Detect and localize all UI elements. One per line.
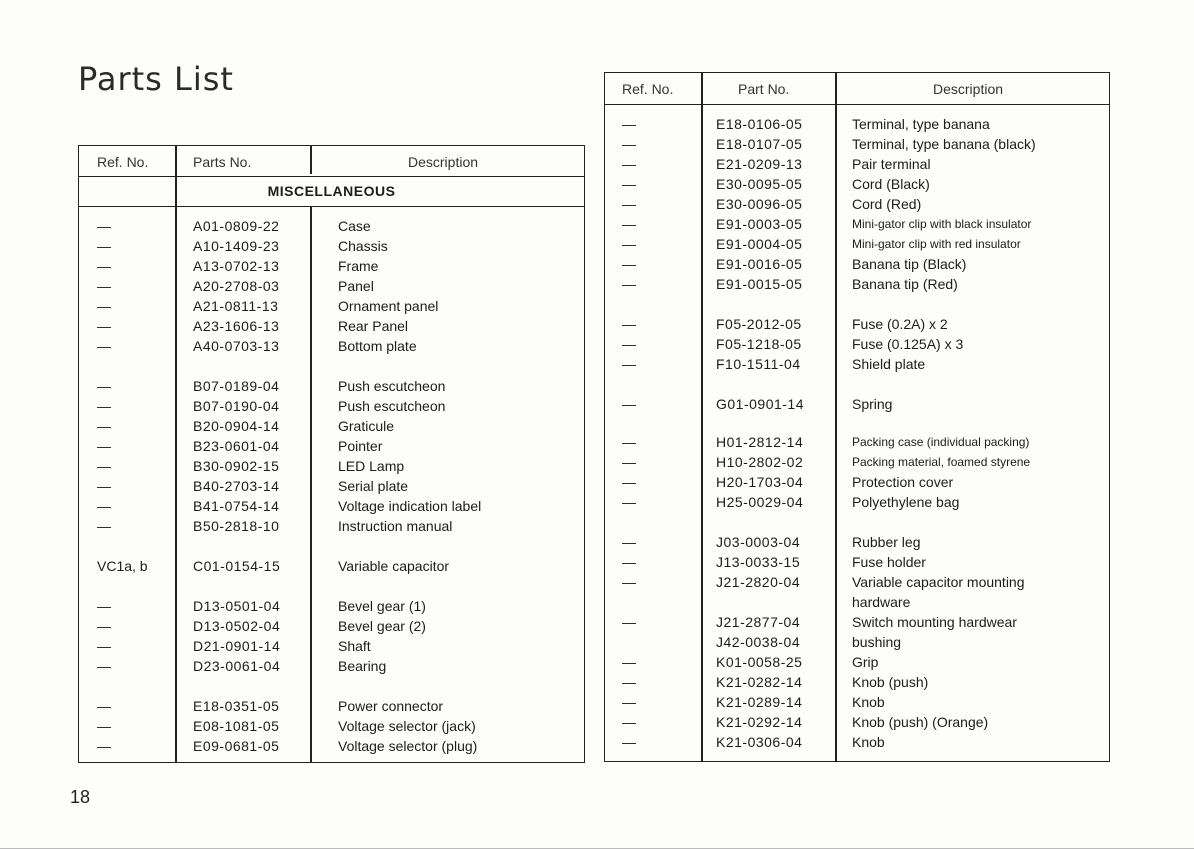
part-number-cell: D21-0901-14 bbox=[193, 638, 281, 654]
table-row bbox=[605, 592, 1109, 612]
part-number-cell: B23-0601-04 bbox=[193, 438, 280, 454]
description-cell: Fuse (0.2A) x 2 bbox=[852, 316, 948, 332]
description-cell: Push escutcheon bbox=[338, 398, 446, 414]
table-row bbox=[79, 396, 584, 416]
part-number-cell: K21-0289-14 bbox=[716, 694, 803, 710]
table-row bbox=[79, 256, 584, 276]
description-cell: Shield plate bbox=[852, 356, 926, 372]
ref-cell: — bbox=[622, 176, 636, 192]
column-divider bbox=[310, 146, 312, 174]
part-number-cell: A23-1606-13 bbox=[193, 318, 280, 334]
part-number-cell: H01-2812-14 bbox=[716, 434, 804, 450]
part-number-cell: H10-2802-02 bbox=[716, 454, 804, 470]
table-row bbox=[79, 476, 584, 496]
description-cell: Cord (Black) bbox=[852, 176, 930, 192]
table-row bbox=[605, 572, 1109, 592]
part-number-cell: B30-0902-15 bbox=[193, 458, 280, 474]
table-row bbox=[79, 656, 584, 676]
ref-cell: — bbox=[622, 454, 636, 470]
part-number-cell: G01-0901-14 bbox=[716, 396, 805, 412]
description-cell: Terminal, type banana (black) bbox=[852, 136, 1036, 152]
table-row bbox=[79, 456, 584, 476]
table-row bbox=[79, 716, 584, 736]
right-table-header bbox=[605, 73, 1109, 105]
ref-cell: — bbox=[97, 298, 111, 314]
part-number-cell: K21-0282-14 bbox=[716, 674, 803, 690]
table-row bbox=[605, 194, 1109, 214]
table-row bbox=[605, 234, 1109, 254]
ref-cell: — bbox=[97, 598, 111, 614]
page-title: Parts List bbox=[78, 60, 234, 98]
table-row bbox=[605, 174, 1109, 194]
ref-cell: — bbox=[622, 216, 636, 232]
table-row bbox=[79, 376, 584, 396]
ref-cell: — bbox=[97, 218, 111, 234]
ref-cell: — bbox=[622, 554, 636, 570]
part-number-cell: B40-2703-14 bbox=[193, 478, 280, 494]
part-number-cell: F10-1511-04 bbox=[716, 356, 801, 372]
part-number-cell: H20-1703-04 bbox=[716, 474, 804, 490]
description-cell: Power connector bbox=[338, 698, 444, 714]
ref-no-header: Ref. No. bbox=[97, 154, 149, 170]
description-cell: Voltage selector (jack) bbox=[338, 718, 476, 734]
part-number-cell: E30-0096-05 bbox=[716, 196, 803, 212]
description-cell: Knob (push) (Orange) bbox=[852, 714, 989, 730]
table-row bbox=[79, 736, 584, 756]
description-cell: Frame bbox=[338, 258, 379, 274]
ref-cell: — bbox=[97, 718, 111, 734]
ref-cell: — bbox=[622, 734, 636, 750]
description-cell: Banana tip (Red) bbox=[852, 276, 958, 292]
description-cell: Switch mounting hardwear bbox=[852, 614, 1017, 630]
page-number: 18 bbox=[70, 787, 91, 807]
description-cell: Knob bbox=[852, 694, 885, 710]
ref-cell: — bbox=[622, 256, 636, 272]
table-row bbox=[605, 114, 1109, 134]
table-row bbox=[79, 416, 584, 436]
ref-cell: — bbox=[622, 136, 636, 152]
description-cell: Banana tip (Black) bbox=[852, 256, 967, 272]
ref-cell: — bbox=[97, 458, 111, 474]
description-cell: Push escutcheon bbox=[338, 378, 446, 394]
ref-cell: — bbox=[622, 156, 636, 172]
table-row bbox=[605, 314, 1109, 334]
part-number-cell: K01-0058-25 bbox=[716, 654, 803, 670]
ref-cell: VC1a, b bbox=[97, 558, 148, 574]
ref-cell: — bbox=[97, 518, 111, 534]
ref-cell: — bbox=[622, 694, 636, 710]
description-cell: Terminal, type banana bbox=[852, 116, 990, 132]
table-row bbox=[605, 552, 1109, 572]
table-row bbox=[605, 254, 1109, 274]
table-row bbox=[605, 672, 1109, 692]
part-number-cell: C01-0154-15 bbox=[193, 558, 281, 574]
ref-cell: — bbox=[97, 498, 111, 514]
ref-no-header: Ref. No. bbox=[622, 81, 674, 97]
table-row bbox=[605, 354, 1109, 374]
table-row bbox=[79, 636, 584, 656]
part-number-cell: A01-0809-22 bbox=[193, 218, 280, 234]
part-number-cell: A20-2708-03 bbox=[193, 278, 280, 294]
description-cell: Polyethylene bag bbox=[852, 494, 960, 510]
description-cell: Shaft bbox=[338, 638, 371, 654]
table-row bbox=[605, 472, 1109, 492]
ref-cell: — bbox=[622, 434, 636, 450]
table-row bbox=[605, 492, 1109, 512]
ref-cell: — bbox=[97, 438, 111, 454]
description-cell: Pointer bbox=[338, 438, 383, 454]
table-row bbox=[79, 316, 584, 336]
ref-cell: — bbox=[622, 494, 636, 510]
table-row bbox=[605, 732, 1109, 752]
description-cell: Fuse (0.125A) x 3 bbox=[852, 336, 964, 352]
description-cell: Protection cover bbox=[852, 474, 954, 490]
ref-cell: — bbox=[622, 654, 636, 670]
table-row bbox=[605, 452, 1109, 472]
ref-cell: — bbox=[622, 196, 636, 212]
ref-cell: — bbox=[622, 674, 636, 690]
ref-cell: — bbox=[622, 534, 636, 550]
part-number-cell: B41-0754-14 bbox=[193, 498, 280, 514]
table-row bbox=[605, 432, 1109, 452]
part-number-cell: J03-0003-04 bbox=[716, 534, 801, 550]
description-cell: Bottom plate bbox=[338, 338, 417, 354]
description-cell: Bevel gear (2) bbox=[338, 618, 426, 634]
ref-cell: — bbox=[97, 478, 111, 494]
part-number-cell: F05-1218-05 bbox=[716, 336, 802, 352]
part-number-cell: B07-0190-04 bbox=[193, 398, 280, 414]
description-cell: Bearing bbox=[338, 658, 387, 674]
part-number-cell: E91-0016-05 bbox=[716, 256, 803, 272]
table-row bbox=[605, 692, 1109, 712]
description-header: Description bbox=[933, 81, 1004, 97]
table-row bbox=[605, 652, 1109, 672]
ref-cell: — bbox=[97, 238, 111, 254]
description-cell: Spring bbox=[852, 396, 893, 412]
description-cell: Variable capacitor mounting bbox=[852, 574, 1025, 590]
table-row bbox=[79, 276, 584, 296]
ref-cell: — bbox=[622, 116, 636, 132]
table-row bbox=[605, 612, 1109, 632]
table-row bbox=[79, 296, 584, 316]
description-cell: Knob (push) bbox=[852, 674, 929, 690]
description-cell: Cord (Red) bbox=[852, 196, 922, 212]
table-row bbox=[79, 516, 584, 536]
table-row bbox=[79, 216, 584, 236]
ref-cell: — bbox=[97, 278, 111, 294]
ref-cell: — bbox=[97, 318, 111, 334]
table-row bbox=[605, 394, 1109, 414]
part-number-cell: E09-0681-05 bbox=[193, 738, 280, 754]
part-number-cell: A10-1409-23 bbox=[193, 238, 280, 254]
description-cell: Chassis bbox=[338, 238, 388, 254]
description-cell: Serial plate bbox=[338, 478, 409, 494]
table-row bbox=[79, 496, 584, 516]
part-number-cell: B07-0189-04 bbox=[193, 378, 280, 394]
description-cell: Packing material, foamed styrene bbox=[852, 455, 1031, 469]
part-number-cell: E30-0095-05 bbox=[716, 176, 803, 192]
description-cell: Fuse holder bbox=[852, 554, 926, 570]
part-number-cell: D13-0501-04 bbox=[193, 598, 281, 614]
part-number-cell: E18-0107-05 bbox=[716, 136, 803, 152]
ref-cell: — bbox=[622, 714, 636, 730]
part-number-cell: B20-0904-14 bbox=[193, 418, 280, 434]
ref-cell: — bbox=[97, 698, 111, 714]
table-row bbox=[79, 556, 584, 576]
table-row bbox=[605, 334, 1109, 354]
description-cell: Ornament panel bbox=[338, 298, 439, 314]
part-number-cell: E18-0351-05 bbox=[193, 698, 280, 714]
part-number-cell: J13-0033-15 bbox=[716, 554, 801, 570]
part-number-cell: E08-1081-05 bbox=[193, 718, 280, 734]
part-number-cell: A21-0811-13 bbox=[193, 298, 279, 314]
part-number-cell: E91-0015-05 bbox=[716, 276, 803, 292]
ref-cell: — bbox=[97, 398, 111, 414]
description-cell: Case bbox=[338, 218, 371, 234]
table-row bbox=[79, 696, 584, 716]
part-number-cell: D23-0061-04 bbox=[193, 658, 281, 674]
ref-cell: — bbox=[97, 618, 111, 634]
description-cell: hardware bbox=[852, 594, 911, 610]
description-cell: bushing bbox=[852, 634, 902, 650]
part-no-header: Part No. bbox=[738, 81, 790, 97]
table-row bbox=[79, 336, 584, 356]
table-row bbox=[605, 134, 1109, 154]
description-cell: Variable capacitor bbox=[338, 558, 450, 574]
description-cell: Bevel gear (1) bbox=[338, 598, 426, 614]
ref-cell: — bbox=[97, 338, 111, 354]
description-cell: Rear Panel bbox=[338, 318, 409, 334]
table-row bbox=[605, 274, 1109, 294]
table-row bbox=[605, 532, 1109, 552]
description-cell: Knob bbox=[852, 734, 885, 750]
ref-cell: — bbox=[97, 738, 111, 754]
part-number-cell: E18-0106-05 bbox=[716, 116, 803, 132]
description-cell: Rubber leg bbox=[852, 534, 921, 550]
description-cell: Mini-gator clip with black insulator bbox=[852, 217, 1032, 231]
ref-cell: — bbox=[622, 356, 636, 372]
table-row bbox=[79, 596, 584, 616]
table-row bbox=[605, 712, 1109, 732]
ref-cell: — bbox=[622, 276, 636, 292]
description-cell: Voltage indication label bbox=[338, 498, 482, 514]
ref-cell: — bbox=[97, 258, 111, 274]
part-number-cell: J21-2820-04 bbox=[716, 574, 801, 590]
part-number-cell: A40-0703-13 bbox=[193, 338, 280, 354]
ref-cell: — bbox=[622, 236, 636, 252]
ref-cell: — bbox=[622, 396, 636, 412]
part-number-cell: E91-0003-05 bbox=[716, 216, 803, 232]
table-row bbox=[79, 236, 584, 256]
part-number-cell: D13-0502-04 bbox=[193, 618, 281, 634]
part-number-cell: B50-2818-10 bbox=[193, 518, 280, 534]
description-cell: Instruction manual bbox=[338, 518, 453, 534]
part-number-cell: K21-0292-14 bbox=[716, 714, 803, 730]
ref-cell: — bbox=[97, 638, 111, 654]
description-cell: Packing case (individual packing) bbox=[852, 435, 1030, 449]
ref-cell: — bbox=[97, 658, 111, 674]
part-number-cell: E21-0209-13 bbox=[716, 156, 803, 172]
ref-cell: — bbox=[622, 474, 636, 490]
part-number-cell: F05-2012-05 bbox=[716, 316, 802, 332]
part-number-cell: J21-2877-04 bbox=[716, 614, 801, 630]
right-parts-table bbox=[604, 72, 1110, 762]
part-number-cell: A13-0702-13 bbox=[193, 258, 280, 274]
part-number-cell: J42-0038-04 bbox=[716, 634, 801, 650]
table-row bbox=[79, 436, 584, 456]
description-cell: LED Lamp bbox=[338, 458, 405, 474]
description-cell: Mini-gator clip with red insulator bbox=[852, 237, 1021, 251]
description-cell: Pair terminal bbox=[852, 156, 931, 172]
table-row bbox=[605, 632, 1109, 652]
ref-cell: — bbox=[622, 336, 636, 352]
left-parts-table bbox=[78, 145, 585, 763]
parts-no-header: Parts No. bbox=[193, 154, 252, 170]
table-row bbox=[605, 154, 1109, 174]
ref-cell: — bbox=[622, 614, 636, 630]
description-cell: Grip bbox=[852, 654, 879, 670]
left-table-header bbox=[79, 146, 584, 177]
section-miscellaneous: MISCELLANEOUS bbox=[79, 176, 584, 207]
description-header: Description bbox=[408, 154, 479, 170]
description-cell: Panel bbox=[338, 278, 374, 294]
part-number-cell: H25-0029-04 bbox=[716, 494, 804, 510]
ref-cell: — bbox=[97, 418, 111, 434]
table-row bbox=[79, 616, 584, 636]
ref-cell: — bbox=[97, 378, 111, 394]
ref-cell: — bbox=[622, 574, 636, 590]
ref-cell: — bbox=[622, 316, 636, 332]
table-row bbox=[605, 214, 1109, 234]
part-number-cell: E91-0004-05 bbox=[716, 236, 803, 252]
part-number-cell: K21-0306-04 bbox=[716, 734, 803, 750]
description-cell: Voltage selector (plug) bbox=[338, 738, 478, 754]
description-cell: Graticule bbox=[338, 418, 395, 434]
